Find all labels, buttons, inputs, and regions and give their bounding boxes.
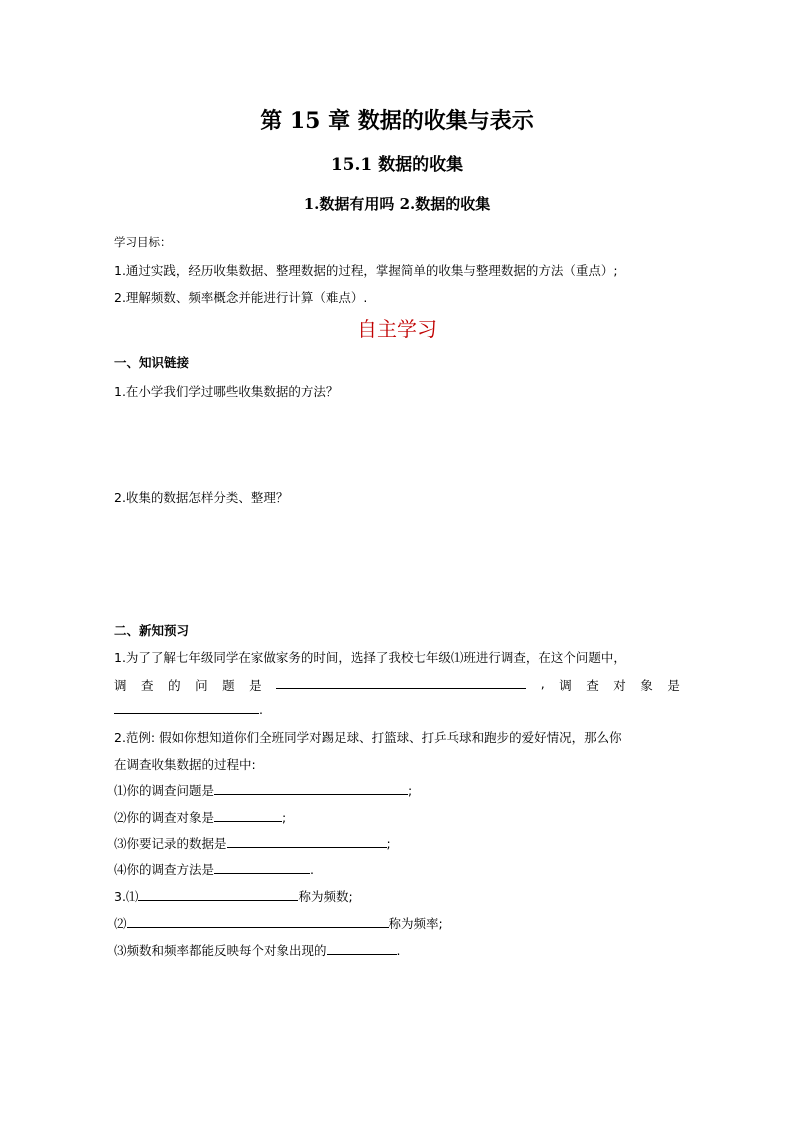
- survey-target-blank[interactable]: [214, 809, 282, 822]
- preview-question-2c: ⑶你要记录的数据是 ;: [114, 836, 391, 851]
- recorded-data-blank[interactable]: [227, 835, 387, 848]
- preview-question-3a: 3.⑴ 称为频数;: [114, 889, 353, 904]
- section-title: 15.1 数据的收集: [330, 155, 464, 175]
- frequency-count-blank[interactable]: [138, 888, 298, 901]
- objectives-label: 学习目标：: [114, 235, 172, 249]
- chapter-title: 第 15 章 数据的收集与表示: [260, 108, 534, 134]
- preview-question-1-line-3: .: [114, 701, 263, 717]
- lesson-titles: 1.数据有用吗 2.数据的收集: [303, 195, 491, 213]
- occurrence-blank[interactable]: [327, 942, 397, 955]
- section-two-heading: 二、新知预习: [114, 623, 190, 638]
- frequency-rate-blank[interactable]: [127, 915, 389, 928]
- objective-item-2: 2.理解频数、频率概念并能进行计算（难点）.: [114, 290, 368, 305]
- objective-item-1: 1.通过实践，经历收集数据、整理数据的过程，掌握简单的收集与整理数据的方法（重点）;: [114, 263, 618, 278]
- survey-method-blank[interactable]: [214, 861, 310, 874]
- preview-question-3c: ⑶频数和频率都能反映每个对象出现的 .: [114, 943, 401, 958]
- survey-object-blank[interactable]: [114, 701, 259, 714]
- preview-question-2a: ⑴你的调查问题是 ;: [114, 783, 413, 798]
- preview-question-2-line-1: 2.范例: 假如你想知道你们全班同学对踢足球、打篮球、打乒乓球和跑步的爱好情况，那么你: [114, 730, 622, 745]
- section-one-heading: 一、知识链接: [114, 355, 190, 370]
- preview-question-2-line-2: 在调查收集数据的过程中:: [114, 757, 256, 772]
- preview-question-2d: ⑷你的调查方法是 .: [114, 862, 314, 877]
- preview-question-1-line-1: 1.为了了解七年级同学在家做家务的时间，选择了我校七年级⑴班进行调查，在这个问题中，: [114, 650, 626, 665]
- survey-question-blank[interactable]: [214, 782, 408, 795]
- knowledge-question-2: 2.收集的数据怎样分类、整理？: [114, 490, 289, 505]
- preview-question-2b: ⑵你的调查对象是 ;: [114, 810, 287, 825]
- preview-question-1-line-2: 调 查 的 问 题 是 , 调 查 对 象 是: [114, 676, 680, 693]
- survey-problem-blank[interactable]: [276, 676, 526, 689]
- preview-question-3b: ⑵ 称为频率;: [114, 916, 443, 931]
- self-study-banner: 自主学习: [357, 317, 437, 341]
- knowledge-question-1: 1.在小学我们学过哪些收集数据的方法？: [114, 384, 339, 399]
